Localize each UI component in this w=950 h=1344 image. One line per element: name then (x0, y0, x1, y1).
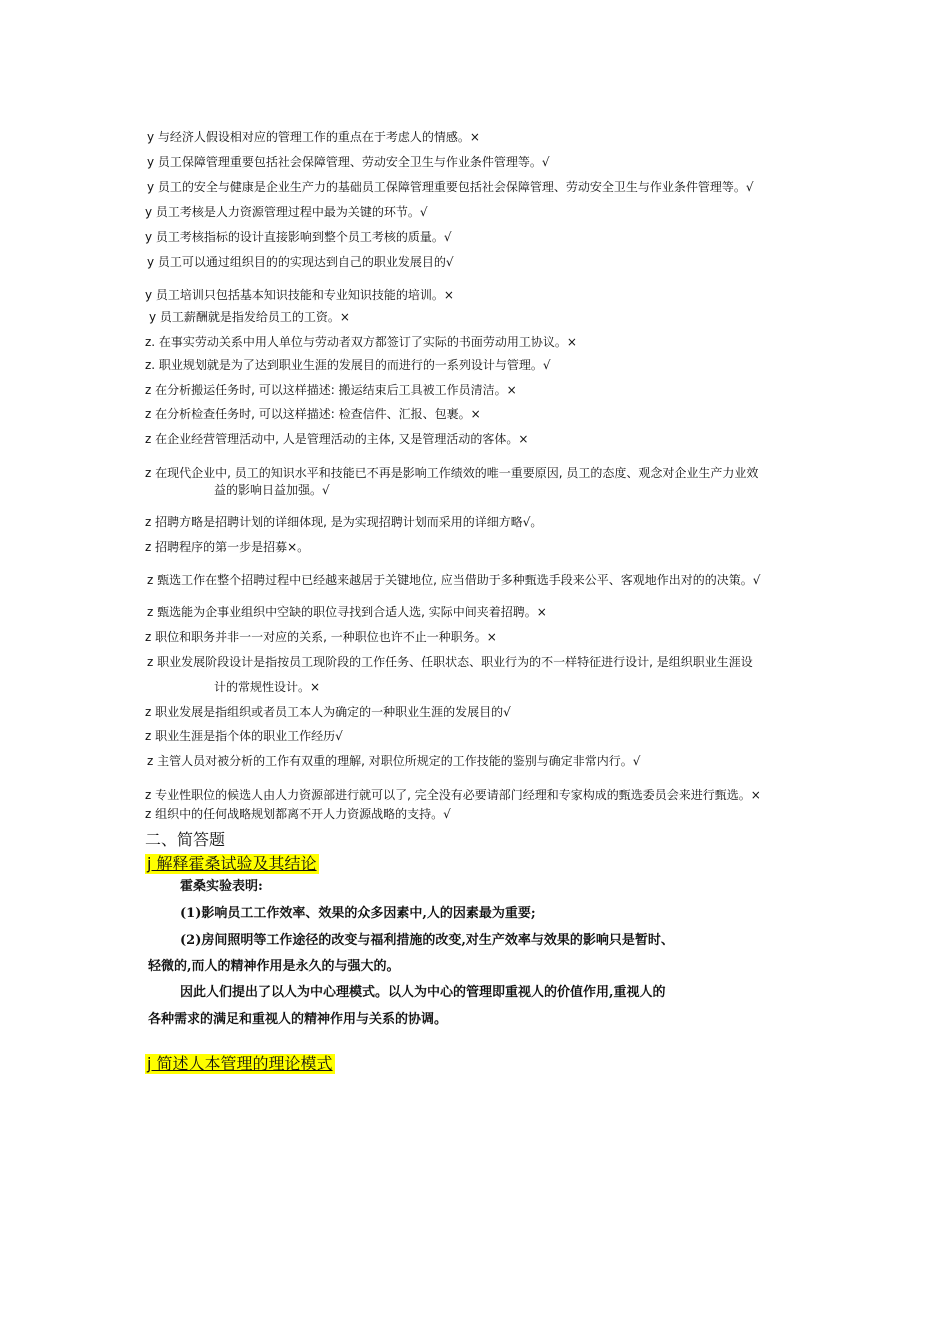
judgment-item: z 甄选能为企事业组织中空缺的职位寻找到合适人选, 实际中间夹着招聘。× (147, 605, 547, 619)
judgment-item: z 主管人员对被分析的工作有双重的理解, 对职位所规定的工作技能的鉴别与确定非常内行。√ (147, 754, 641, 768)
answer-line: 霍桑实验表明: (180, 879, 263, 894)
judgment-item: y 与经济人假设相对应的管理工作的重点在于考虑人的情感。× (147, 130, 480, 144)
judgment-item-continued: 益的影响日益加强。√ (214, 483, 330, 497)
judgment-item: y 员工的安全与健康是企业生产力的基础员工保障管理重要包括社会保障管理、劳动安全卫生与作业条件管理等。√ (147, 180, 754, 194)
section-title: 二、简答题 (145, 830, 226, 849)
answer-line: (2)房间照明等工作途径的改变与福利措施的改变,对生产效率与效果的影响只是暂时、 (180, 933, 674, 948)
judgment-item: z 在企业经营管理活动中, 人是管理活动的主体, 又是管理活动的客体。× (145, 432, 529, 446)
answer-line: 轻微的,而人的精神作用是永久的与强大的。 (148, 959, 400, 974)
judgment-item: z. 在事实劳动关系中用人单位与劳动者双方都签订了实际的书面劳动用工协议。× (145, 335, 577, 349)
judgment-item: z 在分析检查任务时, 可以这样描述: 检查信件、汇报、包裹。× (145, 407, 481, 421)
judgment-item: y 员工考核是人力资源管理过程中最为关键的环节。√ (145, 205, 428, 219)
answer-line: (1)影响员工工作效率、效果的众多因素中,人的因素最为重要; (180, 906, 536, 921)
judgment-item: y 员工培训只包括基本知识技能和专业知识技能的培训。× (145, 288, 454, 302)
answer-line: 因此人们提出了以人为中心理模式。以人为中心的管理即重视人的价值作用,重视人的 (180, 985, 666, 1000)
judgment-item: z 在分析搬运任务时, 可以这样描述: 搬运结束后工具被工作员清洁。× (145, 383, 517, 397)
answer-line: 各种需求的满足和重视人的精神作用与关系的协调。 (148, 1012, 448, 1027)
judgment-item: z 职业生涯是指个体的职业工作经历√ (145, 729, 343, 743)
judgment-item: y 员工保障管理重要包括社会保障管理、劳动安全卫生与作业条件管理等。√ (147, 155, 550, 169)
judgment-item: z 招聘方略是招聘计划的详细体现, 是为实现招聘计划而采用的详细方略√。 (145, 515, 543, 529)
judgment-item: z 招聘程序的第一步是招募×。 (145, 540, 310, 554)
judgment-item: y 员工可以通过组织目的的实现达到自己的职业发展目的√ (147, 255, 454, 269)
judgment-item: z 在现代企业中, 员工的知识水平和技能已不再是影响工作绩效的唯一重要原因, 员工的态度、观念对企业生产力业效 (145, 466, 759, 480)
judgment-item: y 员工考核指标的设计直接影响到整个员工考核的质量。√ (145, 230, 452, 244)
judgment-item: z 职业发展阶段设计是指按员工现阶段的工作任务、任职状态、职业行为的不一样特征进行设计, 是组织职业生涯设 (147, 655, 753, 669)
judgment-item: z 专业性职位的候选人由人力资源部进行就可以了, 完全没有必要请部门经理和专家构成的甄选委员会来进行甄选。× (145, 788, 761, 802)
question-heading: j 解释霍桑试验及其结论 (147, 854, 317, 873)
question-heading: j 简述人本管理的理论模式 (147, 1054, 333, 1073)
judgment-item: y 员工薪酬就是指发给员工的工资。× (149, 310, 350, 324)
judgment-item: z 职位和职务并非一一对应的关系, 一种职位也许不止一种职务。× (145, 630, 497, 644)
judgment-item: z 组织中的任何战略规划都离不开人力资源战略的支持。√ (145, 807, 451, 821)
judgment-item: z 职业发展是指组织或者员工本人为确定的一种职业生涯的发展目的√ (145, 705, 511, 719)
judgment-item-continued: 计的常规性设计。× (214, 680, 321, 694)
judgment-item: z 甄选工作在整个招聘过程中已经越来越居于关键地位, 应当借助于多种甄选手段来公平、客观地作出对的的决策。√ (147, 573, 761, 587)
judgment-item: z. 职业规划就是为了达到职业生涯的发展目的而进行的一系列设计与管理。√ (145, 358, 551, 372)
